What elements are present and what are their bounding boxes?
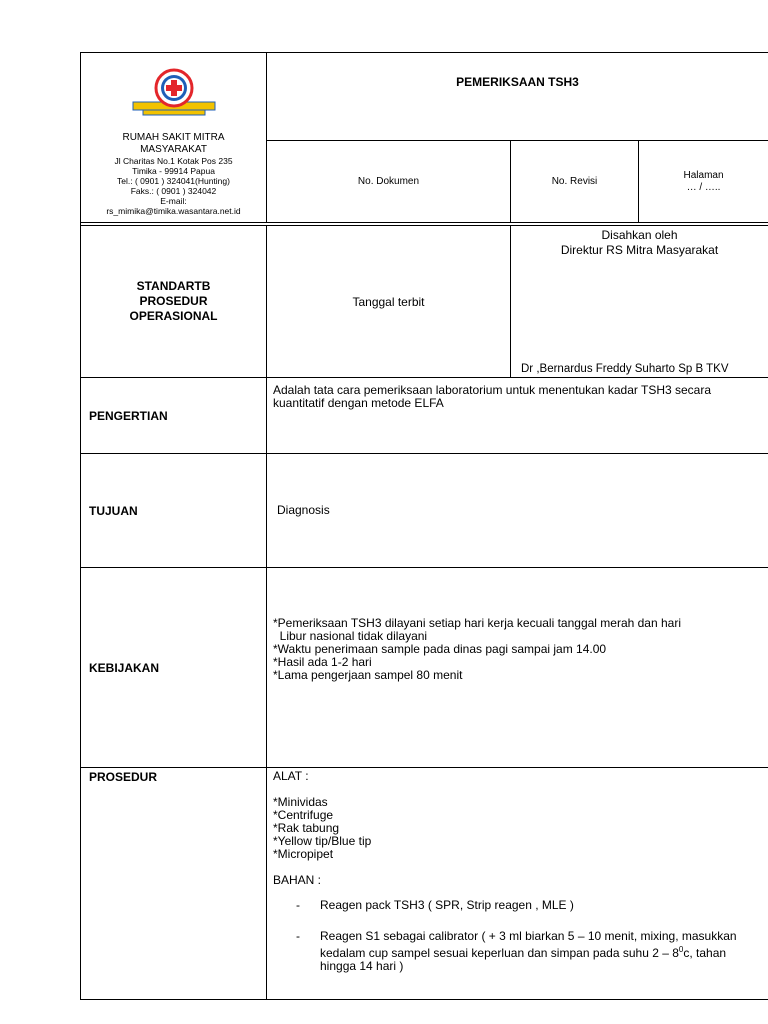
sop-type-line3: OPERASIONAL [129,309,218,323]
page-label: Halaman [683,169,724,181]
issue-date-label: Tanggal terbit [267,226,511,378]
signatory-name: Dr ,Bernardus Freddy Suharto Sp B TKV [521,363,729,375]
tujuan-text: Diagnosis [267,454,768,568]
pengertian-text: Adalah tata cara pemeriksaan laboratorium untuk menentukan kadar TSH3 secara kuantitatif dengan metode ELFA [267,378,768,454]
alat-item: *Micropipet [273,847,334,861]
bullet-dash: - [296,898,300,912]
hospital-identity [81,53,267,223]
sop-table [80,52,768,1000]
bahan-item1-text: Reagen pack TSH3 ( SPR, Strip reagen , MLE ) [320,898,574,912]
kebijakan-line2: Libur nasional tidak dilayani [273,629,428,643]
pengertian-label: PENGERTIAN [81,378,267,454]
sop-document [80,52,768,1000]
hospital-logo [129,68,219,122]
hospital-address: Jl Charitas No.1 Kotak Pos 235 [114,155,233,166]
bullet-dash: - [296,929,300,943]
document-title: PEMERIKSAAN TSH3 [267,53,768,141]
hospital-city: Timika - 99914 Papua [132,165,215,176]
approval-cell [511,226,768,378]
prosedur-label: PROSEDUR [81,768,267,1000]
approved-by-line1: Disahkan oleh [601,228,678,242]
alat-item: *Minividas [273,795,328,809]
kebijakan-label: KEBIJAKAN [81,568,267,768]
kebijakan-text [267,568,768,768]
hospital-email-label: E-mail: [160,195,187,206]
kebijakan-line1: *Pemeriksaan TSH3 dilayani setiap hari kerja kecuali tanggal merah dan hari [273,616,681,630]
tujuan-label: TUJUAN [81,454,267,568]
page-value: … / ….. [686,181,721,193]
sop-type-line2: PROSEDUR [139,294,208,308]
bahan-list [273,899,762,973]
alat-item: *Yellow tip/Blue tip [273,834,372,848]
bahan-heading: BAHAN : [273,873,322,887]
hospital-tel: Tel.: ( 0901 ) 324041(Hunting) [117,175,230,186]
alat-item: *Centrifuge [273,808,334,822]
page-cell [639,141,768,223]
bahan-item2-sup: 0 [678,945,684,954]
hospital-email: rs_mimika@timika.wasantara.net.id [106,205,241,216]
alat-heading: ALAT : [273,769,309,783]
kebijakan-line3: *Waktu penerimaan sample pada dinas pagi sampai jam 14.00 [273,642,607,656]
prosedur-content [267,768,768,1000]
sop-type [81,226,267,378]
revision-label: No. Revisi [511,141,639,223]
hospital-fax: Faks.: ( 0901 ) 324042 [130,185,217,196]
bahan-item2-text-end: c, tahan hingga 14 hari ) [320,946,727,973]
bahan-item [273,899,762,912]
bahan-item2-text: Reagen S1 sebagai calibrator ( + 3 ml biarkan 5 – 10 menit, mixing, masukkan kedalam cup sampel sesuai keperluan dan simpan pada suhu 2 – 8 [320,929,737,960]
approved-by-line2: Direktur RS Mitra Masyarakat [560,243,719,257]
bahan-item [273,930,762,973]
alat-item: *Rak tabung [273,821,340,835]
doc-number-label: No. Dokumen [267,141,511,223]
kebijakan-line5: *Lama pengerjaan sampel 80 menit [273,668,463,682]
hospital-name: RUMAH SAKIT MITRA MASYARAKAT [122,131,225,155]
sop-type-line1: STANDARTB [136,279,211,293]
kebijakan-line4: *Hasil ada 1-2 hari [273,655,372,669]
